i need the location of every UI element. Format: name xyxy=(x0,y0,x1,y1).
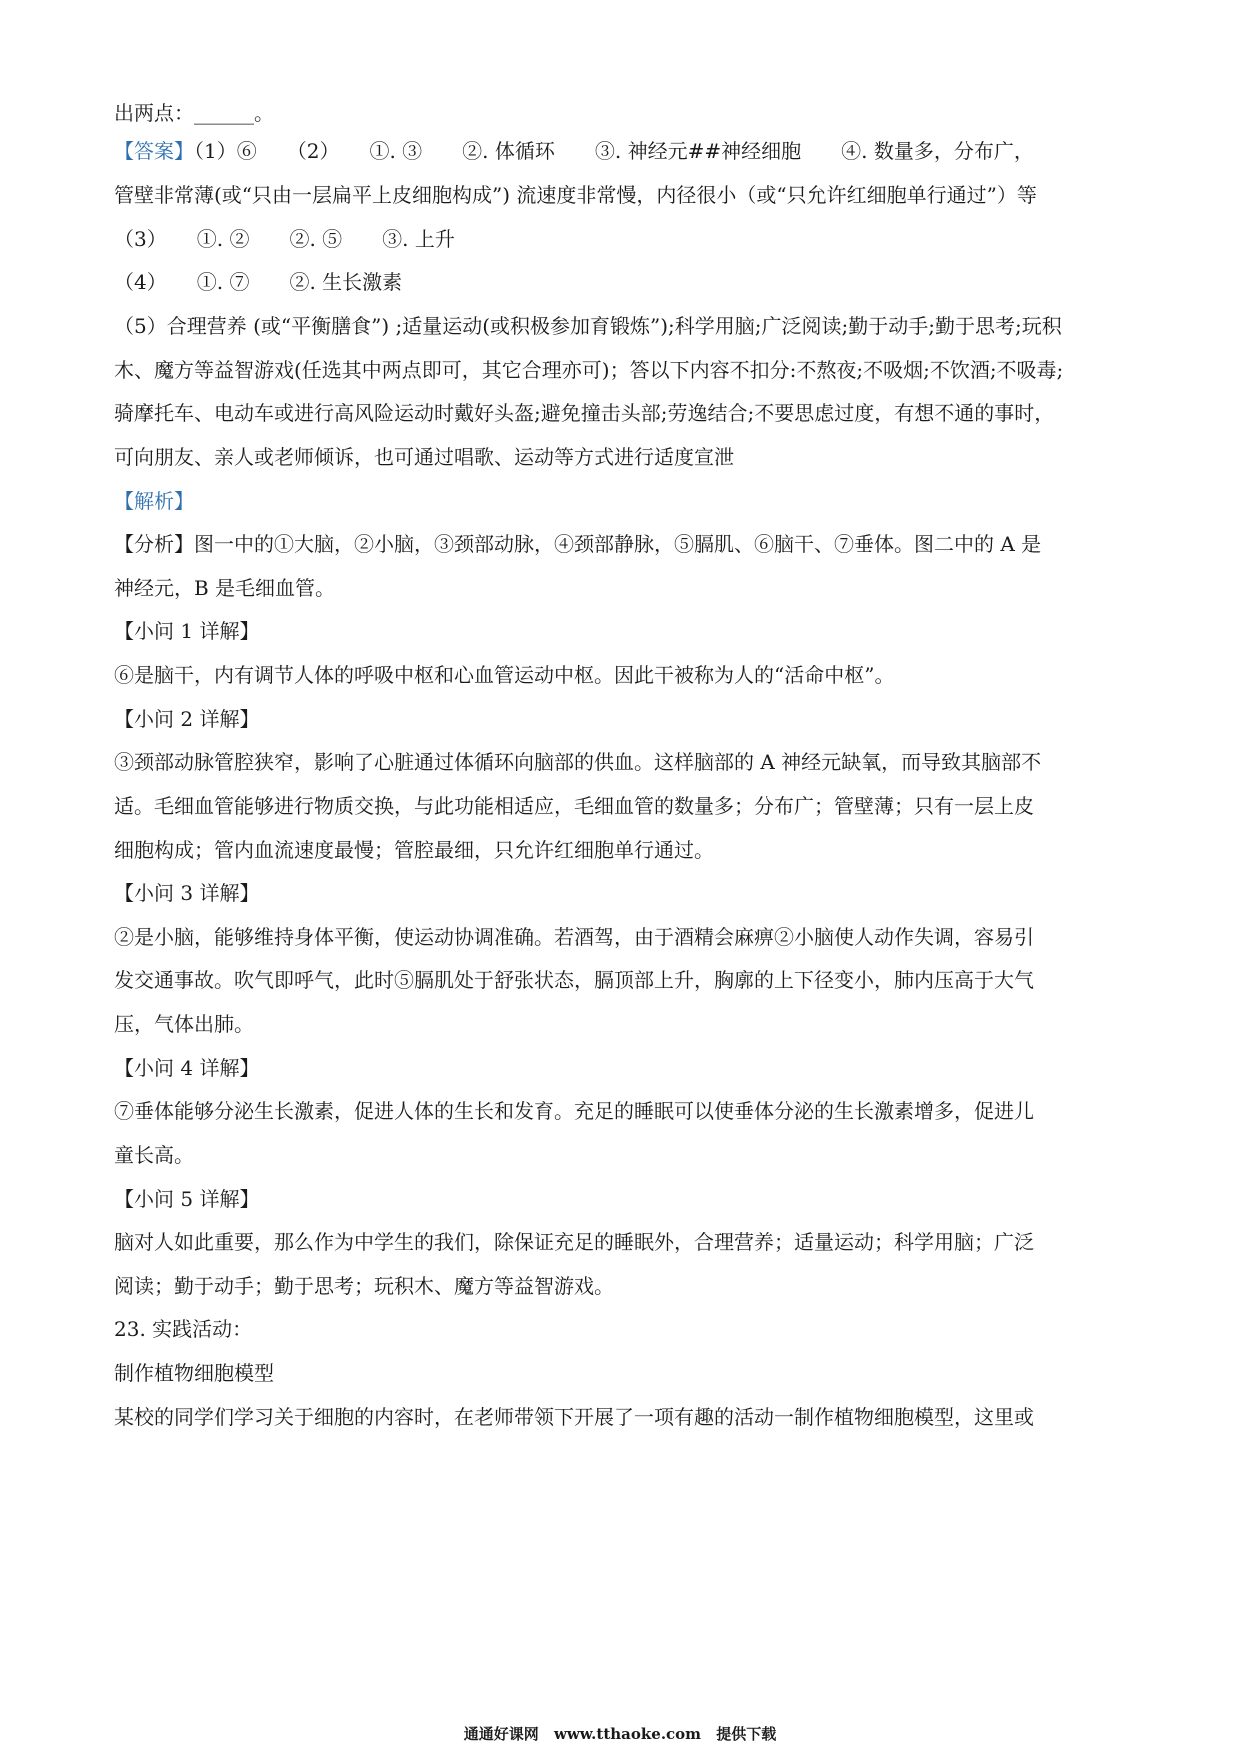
text-line: 某校的同学们学习关于细胞的内容时，在老师带领下开展了一项有趣的活动一制作植物细胞模型，这里或 xyxy=(114,1405,1034,1429)
question-number: 23. 实践活动： xyxy=(114,1317,253,1341)
text-line: （4） ①. ⑦ ②. 生长激素 xyxy=(114,270,403,294)
answer-text: （1）⑥ （2） ①. ③ ②. 体循环 ③. 神经元##神经细胞 ④. 数量多，分布广， xyxy=(194,139,1034,163)
text-line: 发交通事故。吹气即呼气，此时⑤膈肌处于舒张状态，膈顶部上升，胸廓的上下径变小，肺内压高于大气 xyxy=(114,968,1034,992)
section-heading: 【小问 4 详解】 xyxy=(114,1056,260,1080)
text-line: 木、魔方等益智游戏(任选其中两点即可，其它合理亦可)；答以下内容不扣分:不熬夜;不吸烟;不饮酒;不吸毒; xyxy=(114,358,1064,382)
text-line: 可向朋友、亲人或老师倾诉，也可通过唱歌、运动等方式进行适度宣泄 xyxy=(114,445,734,469)
text-line: 制作植物细胞模型 xyxy=(114,1361,274,1385)
text-line: ⑦垂体能够分泌生长激素，促进人体的生长和发育。充足的睡眠可以使垂体分泌的生长激素增多，促进儿 xyxy=(114,1099,1034,1123)
text-line: 脑对人如此重要，那么作为中学生的我们，除保证充足的睡眠外，合理营养；适量运动；科学用脑；广泛 xyxy=(114,1230,1034,1254)
text-line: 细胞构成；管内血流速度最慢；管腔最细，只允许红细胞单行通过。 xyxy=(114,838,714,862)
footer-note: 提供下载 xyxy=(716,1725,777,1743)
section-heading: 【小问 3 详解】 xyxy=(114,881,260,905)
text-line: （5）合理营养 (或“平衡膳食”) ;适量运动(或积极参加育锻炼”);科学用脑;广泛阅读;勤于动手;勤于思考;玩积 xyxy=(114,314,1062,338)
footer-url[interactable]: www.tthaoke.com xyxy=(553,1725,702,1743)
text-line: ②是小脑，能够维持身体平衡，使运动协调准确。若酒驾，由于酒精会麻痹②小脑使人动作失调，容易引 xyxy=(114,925,1034,949)
text-line: 压，气体出肺。 xyxy=(114,1012,254,1036)
footer-site: 通通好课网 xyxy=(463,1725,539,1743)
answer-line xyxy=(114,136,1034,166)
text-line: 阅读；勤于动手；勤于思考；玩积木、魔方等益智游戏。 xyxy=(114,1274,614,1298)
page-footer xyxy=(0,1722,1240,1746)
text-line: ⑥是脑干，内有调节人体的呼吸中枢和心血管运动中枢。因此干被称为人的“活命中枢”。 xyxy=(114,663,895,687)
analysis-tag: 【解析】 xyxy=(114,489,194,513)
text-line: ③颈部动脉管腔狭窄，影响了心脏通过体循环向脑部的供血。这样脑部的 A 神经元缺氧，而导致其脑部不 xyxy=(114,750,1042,774)
text-line: 【分析】图一中的①大脑，②小脑，③颈部动脉，④颈部静脉，⑤膈肌、⑥脑干、⑦垂体。图二中的 A 是 xyxy=(114,532,1042,556)
text-line: 童长高。 xyxy=(114,1143,194,1167)
section-heading: 【小问 2 详解】 xyxy=(114,707,260,731)
section-heading: 【小问 5 详解】 xyxy=(114,1187,260,1211)
answer-tag: 【答案】 xyxy=(114,139,194,163)
text-line: 出两点：______。 xyxy=(114,101,274,125)
text-line: 神经元，B 是毛细血管。 xyxy=(114,576,336,600)
text-line: 适。毛细血管能够进行物质交换，与此功能相适应，毛细血管的数量多；分布广；管壁薄；只有一层上皮 xyxy=(114,794,1034,818)
section-heading: 【小问 1 详解】 xyxy=(114,619,260,643)
text-line: 管壁非常薄(或“只由一层扁平上皮细胞构成”) 流速度非常慢，内径很小（或“只允许红细胞单行通过”）等 xyxy=(114,183,1037,207)
text-line: 骑摩托车、电动车或进行高风险运动时戴好头盔;避免撞击头部;劳逸结合;不要思虑过度，有想不通的事时， xyxy=(114,401,1055,425)
text-line: （3） ①. ② ②. ⑤ ③. 上升 xyxy=(114,227,455,251)
